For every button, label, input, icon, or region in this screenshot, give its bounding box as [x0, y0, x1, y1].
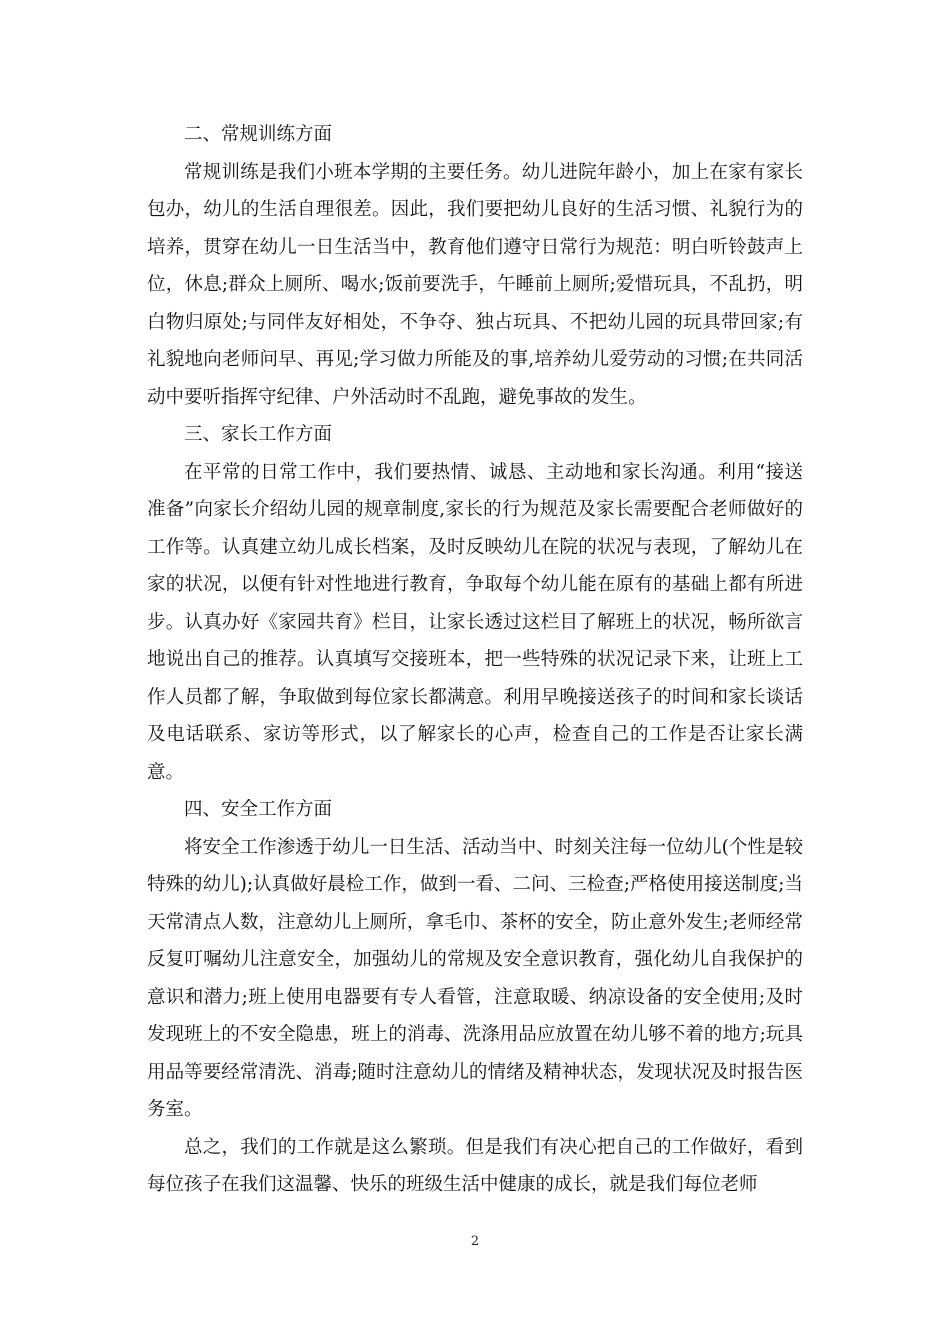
document-body — [147, 116, 803, 1204]
section-heading-parents: 三、家长工作方面 — [184, 424, 333, 445]
conclusion-paragraph: 总之，我们的工作就是这么繁琐。但是我们有决心把自己的工作做好，看到每位孩子在我们这温馨、快乐的班级生活中健康的成长，就是我们每位老师 — [147, 1136, 803, 1195]
section-heading-routine: 二、常规训练方面 — [184, 124, 333, 145]
section-paragraph-safety: 将安全工作渗透于幼儿一日生活、活动当中、时刻关注每一位幼儿(个性是较特殊的幼儿);认真做好晨检工作，做到一看、二问、三检查;严格使用接送制度;当天常清点人数，注意幼儿上厕所，拿毛巾、茶杯的安全，防止意外发生;老师经常反复叮嘱幼儿注意安全，加强幼儿的常规及安全意识教育，强化幼儿自我保护的意识和潜力;班上使用电器要有专人看管，注意取暖、纳凉设备的安全使用;及时发现班上的不安全隐患，班上的消毒、洗涤用品应放置在幼儿够不着的地方;玩具用品等要经常清洗、消毒;随时注意幼儿的情绪及精神状态，发现状况及时报告医务室。 — [147, 836, 803, 1120]
section-paragraph-routine: 常规训练是我们小班本学期的主要任务。幼儿进院年龄小，加上在家有家长包办，幼儿的生活自理很差。因此，我们要把幼儿良好的生活习惯、礼貌行为的培养，贯穿在幼儿一日生活当中，教育他们遵守日常行为规范：明白听铃鼓声上位，休息;群众上厕所、喝水;饭前要洗手，午睡前上厕所;爱惜玩具，不乱扔，明白物归原处;与同伴友好相处，不争夺、独占玩具、不把幼儿园的玩具带回家;有礼貌地向老师问早、再见;学习做力所能及的事,培养幼儿爱劳动的习惯;在共同活动中要听指挥守纪律、户外活动时不乱跑，避免事故的发生。 — [147, 161, 803, 408]
section-paragraph-parents: 在平常的日常工作中，我们要热情、诚恳、主动地和家长沟通。利用“接送准备”向家长介绍幼儿园的规章制度,家长的行为规范及家长需要配合老师做好的工作等。认真建立幼儿成长档案，及时反映幼儿在院的状况与表现，了解幼儿在家的状况，以便有针对性地进行教育，争取每个幼儿能在原有的基础上都有所进步。认真办好《家园共育》栏目，让家长透过这栏目了解班上的状况，畅所欲言地说出自己的推荐。认真填写交接班本，把一些特殊的状况记录下来，让班上工作人员都了解，争取做到每位家长都满意。利用早晚接送孩子的时间和家长谈话及电话联系、家访等形式，以了解家长的心声，检查自己的工作是否让家长满意。 — [147, 461, 803, 783]
section-heading-safety: 四、安全工作方面 — [184, 799, 333, 820]
page-number: 2 — [470, 1234, 480, 1249]
